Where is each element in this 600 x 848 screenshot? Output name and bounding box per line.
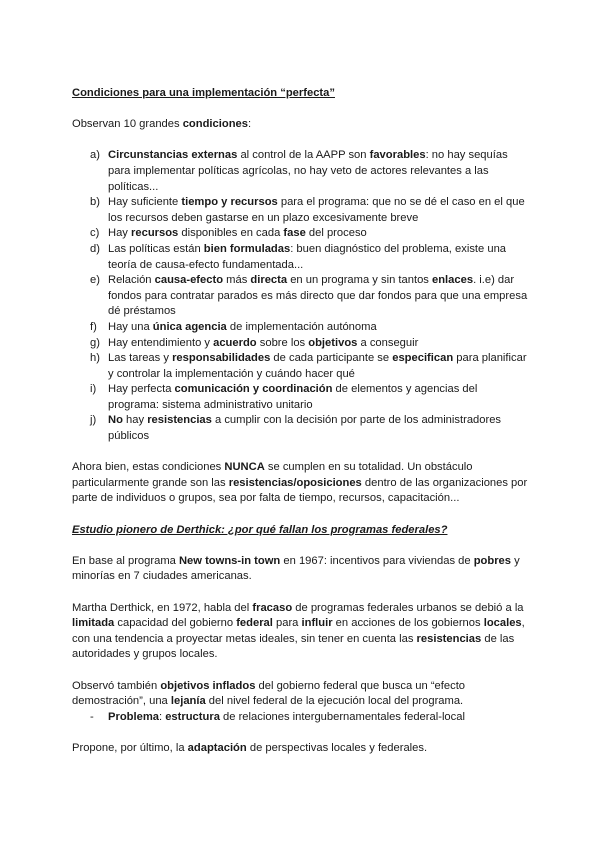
condition-item [72,195,530,226]
condition-item [72,413,530,444]
bold-text-run: fase [283,227,306,240]
condition-text [108,337,418,349]
text-run: capacidad del gobierno [114,617,237,630]
text-run: de perspectivas locales y federales. [246,741,428,754]
text-run: , con una tendencia a proyectar metas ideales, sin tener en cuenta las [72,617,525,645]
condition-item [72,148,530,195]
text-run: . i.e) dar fondos para contratar parados es más directo que dar fondos para que una empresa dé préstamos [108,274,528,318]
bold-text-run: acuerdo [213,336,257,349]
text-run: en acciones de los gobiernos [332,617,484,630]
newtowns-paragraph [72,554,530,585]
objetivos-paragraph [72,679,530,710]
document-page [72,86,530,757]
bold-text-run: resistencias/oposiciones [228,476,362,489]
condition-text [108,321,377,333]
bold-text-run: recursos [131,227,179,240]
text-run: Hay suficiente [108,196,182,209]
condition-text [108,352,527,380]
derthick-subtitle: Estudio pionero de Derthick: ¿por qué fallan los programas federales? [72,523,448,536]
condition-marker: a) [90,149,100,162]
bold-text-run: bien formuladas [203,242,291,255]
condition-text [108,196,525,224]
text-run: sobre los [256,336,309,349]
bold-text-run: New towns-in town [178,554,281,567]
nunca-paragraph [72,460,530,507]
condition-text [108,383,477,411]
text-run: : [158,710,166,723]
bold-text-run: tiempo y recursos [181,196,278,209]
text-run: Relación [108,274,155,287]
text-run: Hay entendimiento y [108,336,214,349]
text-run: Las políticas están [108,242,204,255]
text-run: en un programa y sin tantos [287,274,432,287]
condition-marker: f) [90,320,97,333]
condition-item [72,320,530,336]
condition-item [72,226,530,242]
bold-text-run: condiciones [182,118,248,131]
text-run: de cada participante se [270,352,393,365]
text-run: Las tareas y [108,352,173,365]
bold-text-run: responsabilidades [172,352,271,365]
text-run: de elementos y agencias del programa: sistema administrativo unitario [108,383,478,411]
bold-text-run: resistencias [147,414,212,427]
text-run: para planificar y controlar la implementación y cuándo hacer qué [108,352,527,380]
text-run: de programas federales urbanos se debió a la [292,601,524,614]
bullet-marker: - [90,710,94,723]
bold-text-run: federal [236,617,273,630]
bold-text-run: estructura [165,710,220,723]
text-run: a cumplir con la decisión por parte de los administradores públicos [108,414,502,443]
text-run: hay [122,414,148,427]
text-run: se cumplen en su totalidad. Un obstáculo particularmente grande son las [72,461,473,489]
conditions-list [72,148,530,444]
text-run: para el programa: que no se dé el caso en el que los recursos deben gastarse en un plazo excesivamente breve [108,196,525,224]
bold-text-run: Circunstancias externas [108,149,238,162]
bold-text-run: comunicación y coordinación [174,383,333,396]
propone-paragraph [72,741,530,757]
bold-text-run: locales [483,617,522,630]
bold-text-run: influir [301,617,333,630]
text-run: : buen diagnóstico del problema, existe una teoría de causa-efecto fundamentada... [108,242,507,271]
bold-text-run: directa [250,274,288,287]
condition-text [108,243,506,271]
text-run: más [223,274,251,287]
text-run: Martha Derthick, en 1972, habla del [72,601,253,614]
text-run: del nivel federal de la ejecución local del programa. [205,695,464,708]
intro-paragraph [72,117,530,133]
text-run: para [272,617,302,630]
bold-text-run: NUNCA [224,461,265,474]
bold-text-run: causa-efecto [154,274,224,287]
bold-text-run: objetivos inflados [160,679,256,692]
bold-text-run: objetivos [308,336,358,349]
condition-marker: b) [90,196,100,209]
condition-marker: i) [90,383,97,396]
condition-text [108,227,367,239]
text-run: : [247,118,252,131]
derthick-paragraph [72,601,530,663]
text-run: de las autoridades y grupos locales. [72,632,515,661]
bold-text-run: favorables [369,149,426,162]
bold-text-run: especifican [392,352,454,365]
section-title: Condiciones para una implementación “perfecta” [72,87,335,99]
condition-item [72,242,530,273]
text-run: del proceso [305,227,367,240]
condition-item [72,382,530,413]
bold-text-run: Problema [108,710,159,723]
condition-marker: c) [90,227,100,240]
condition-text [108,414,501,442]
text-run: Propone, por último, la [72,741,188,754]
bold-text-run: lejanía [170,695,206,708]
problema-bullet [72,710,530,726]
text-run: de relaciones intergubernamentales federal-local [219,710,465,723]
bold-text-run: única agencia [152,320,227,333]
condition-item [72,336,530,352]
text-run: En base al programa [72,554,179,567]
condition-text [108,149,508,192]
text-run: Observan 10 grandes [72,118,183,131]
text-run: dentro de las organizaciones por parte de individuos o grupos, sea por falta de tiempo, recursos, capacitación... [72,476,528,505]
condition-marker: g) [90,336,100,349]
text-run: de implementación autónoma [226,320,377,333]
condition-item [72,351,530,382]
condition-marker: d) [90,242,100,255]
bold-text-run: limitada [72,617,115,630]
text-run: Hay perfecta [108,383,175,396]
condition-marker: j) [90,414,97,427]
text-run: al control de la AAPP son [237,149,370,162]
text-run: disponibles en cada [178,227,284,240]
bold-text-run: resistencias [416,632,482,645]
text-run: en 1967: incentivos para viviendas de [280,554,474,567]
condition-marker: e) [90,274,100,287]
text-run: : no hay sequías para implementar políticas agrícolas, no hay veto de actores relevantes a las políticas... [108,149,508,193]
bold-text-run: adaptación [187,741,247,754]
text-run: y minorías en 7 ciudades americanas. [72,554,520,583]
condition-marker: h) [90,352,100,365]
text-run: del gobierno federal que busca un “efecto demostración”, una [72,679,466,708]
text-run: Hay una [108,320,153,333]
condition-item [72,273,530,320]
bold-text-run: pobres [473,554,512,567]
condition-text [108,274,527,317]
bullet-text [108,711,465,723]
text-run: a conseguir [357,336,419,349]
bold-text-run: enlaces [432,274,474,287]
text-run: Ahora bien, estas condiciones [72,461,225,474]
bold-text-run: No [108,414,123,427]
text-run: Hay [108,227,132,240]
bold-text-run: fracaso [252,601,293,614]
text-run: Observó también [72,679,161,692]
